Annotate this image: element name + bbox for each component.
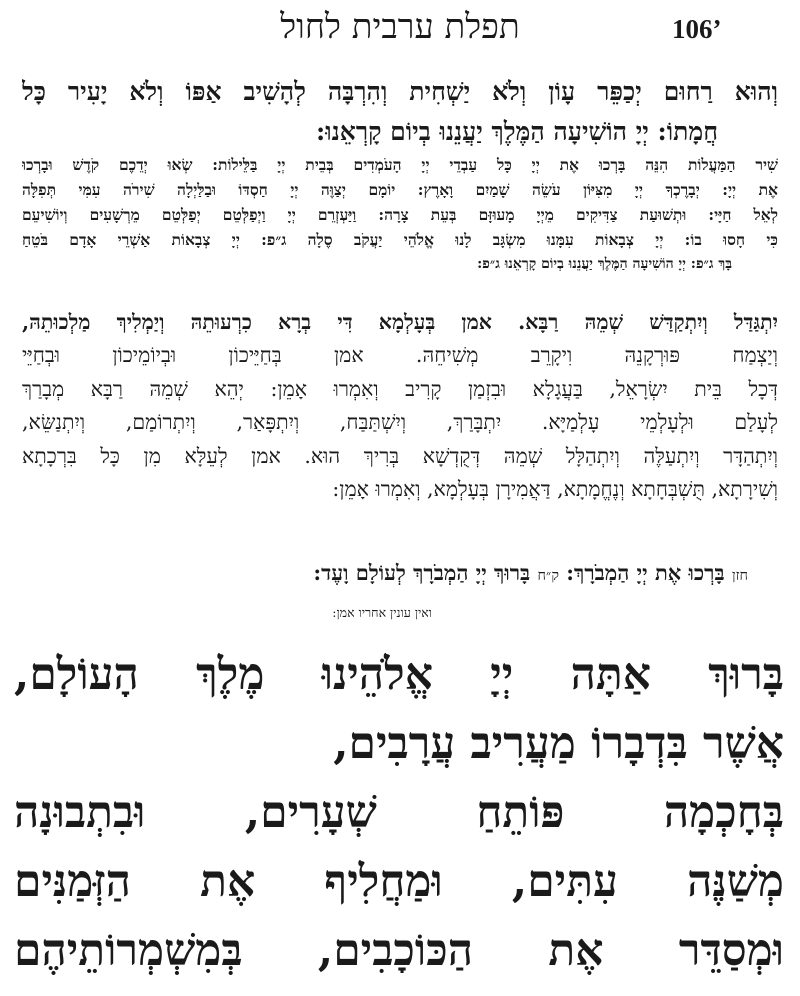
psalms-line-3: לְאֵל חַיָּי: וּתְשׁוּעַת צַדִּיקִים מֵיְיָ מָעוּזָּם בְּעֵת צָרָה: וַיַּעְזְרֵם יְיָ וַיְפַלְּטֵם יְפַלְּטֵם מֵרְשָׁעִים וְיוֹשִׁיעֵם [22,205,778,224]
psalms-block [22,152,778,277]
kaddish-line-6: וְשִׁירָתָא, תֻּשְׁבְּחָתָא וְנֶחֱמָתָא, דַּאֲמִירָן בְּעָלְמָא, וְאִמְרוּ אָמֵן: [332,477,778,502]
page-title: תפלת ערבית לחול [280,7,520,47]
psalms-line-2: אֶת יְיָ: יְבָרֶכְךָ יְיָ מִצִּיּוֹן עֹשֵׂה שָׁמַיִם וָאָרֶץ: יוֹמָם יְצַוֶּה יְיָ חַסְדּוֹ וּבַלַּיְלָה שִׁירֹה עִמִּי תְּפִלָּה [22,180,778,199]
maariv-line-1: בָּרוּךְ אַתָּה יְיָ אֱלֹהֵינוּ מֶלֶךְ הָעוֹלָם, [14,649,784,700]
vehu-rachum-line-1: וְהוּא רַחוּם יְכַפֵּר עָוֹן וְלֹא יַשְׁחִית וְהִרְבָּה לְהָשִׁיב אַפּוֹ וְלֹא יָעִיר כָּל [22,77,778,106]
chazan-label: חזן [731,568,748,584]
page-number: 106’ [672,14,722,44]
kaddish-line-2: וְיַצְמַח פּוּרְקָנֵהּ וִיקָרֵב מְשִׁיחֵהּ. אמן בְּחַיֵּיכוֹן וּבְיוֹמֵיכוֹן וּבְחַיֵּי [22,343,778,368]
kaddish-line-1: יִתְגַּדַּל וְיִתְקַדַּשׁ שְׁמֵהּ רַבָּא. אמן בְּעָלְמָא דִּי בְרָא כִרְעוּתֵהּ וְיַמְלִיךְ מַלְכוּתֵהּ, [22,310,778,334]
psalms-line-5: בָּךְ ג״פ: יְיָ הוֹשִׁיעָה הַמֶּלֶךְ יַעֲנֵנוּ בְיוֹם קָרְאֵנוּ ג״פ: [477,256,732,272]
no-amen-instruction: ואין עונין אחריו אמן: [332,605,432,620]
kaddish-line-3: דְּכָל בֵּית יִשְׂרָאֵל, בַּעֲגָלָא וּבִזְמַן קָרִיב וְאִמְרוּ אָמֵן: יְהֵא שְׁמֵהּ רַבָּא מְבָרַךְ [22,376,778,401]
psalms-line-4: כִּי חָסוּ בוֹ: יְיָ צְבָאוֹת עִמָּנוּ מִשְׂגָּב לָנוּ אֱלֹהֵי יַעֲקֹב סֶלָה ג״פ: יְיָ צְבָאוֹת אַשְׁרֵי אָדָם בֹּטֵחַ [22,230,778,249]
vehu-rachum-line-2: חֲמָתוֹ: יְיָ הוֹשִׁיעָה הַמֶּלֶךְ יַעֲנֵנוּ בְיוֹם קָרְאֵנוּ: [316,117,718,146]
maariv-line-2: אֲשֶׁר בִּדְבָרוֹ מַעֲרִיב עֲרָבִים, [333,718,784,769]
psalms-line-1: שִׁיר הַמַּעֲלוֹת הִנֵּה בָּרְכוּ אֶת יְיָ כָּל עַבְדֵי יְיָ הָעֹמְדִים בְּבֵית יְיָ בַּלֵּילוֹת: שְׂאוּ יְדֵכֶם קֹדֶשׁ וּבָרְכוּ [22,155,778,174]
kaddish-block [22,306,778,506]
maariv-aravim-block [14,640,784,985]
barchu-line [22,555,778,594]
vehu-rachum-block [22,72,778,152]
maariv-line-3: בְּחָכְמָה פּוֹתֵחַ שְׁעָרִים, וּבִתְבוּנָה [14,787,784,838]
kahal-label: ק״ח [537,568,559,584]
kaddish-line-4: לְעָלַם וּלְעָלְמֵי עָלְמַיָּא. יִתְבָּרַךְ, וְיִשְׁתַּבַּח, וְיִתְפָּאַר, וְיִתְרוֹמַם, וְיִתְנַשֵּׂא, [22,410,778,435]
kaddish-line-5: וְיִתְהַדָּר וְיִתְעַלֶּה וְיִתְהַלָּל שְׁמֵהּ דְּקֻדְשָׁא בְּרִיךְ הוּא. אמן לְעֵלָּא מִן כָּל בִּרְכָתָא [22,443,778,468]
barchu-response: בָּרוּךְ יְיָ הַמְבֹרָךְ לְעוֹלָם וָעֶד: [313,560,531,585]
maariv-line-4: מְשַׁנֶּה עִתִּים, וּמַחֲלִיף אֶת הַזְּמַנִּים [14,856,784,907]
maariv-line-5: וּמְסַדֵּר אֶת הַכּוֹכָבִים, בְּמִשְׁמְרוֹתֵיהֶם [14,925,784,976]
barchu-text: בָּרְכוּ אֶת יְיָ הַמְבֹרָךְ: [566,560,725,585]
